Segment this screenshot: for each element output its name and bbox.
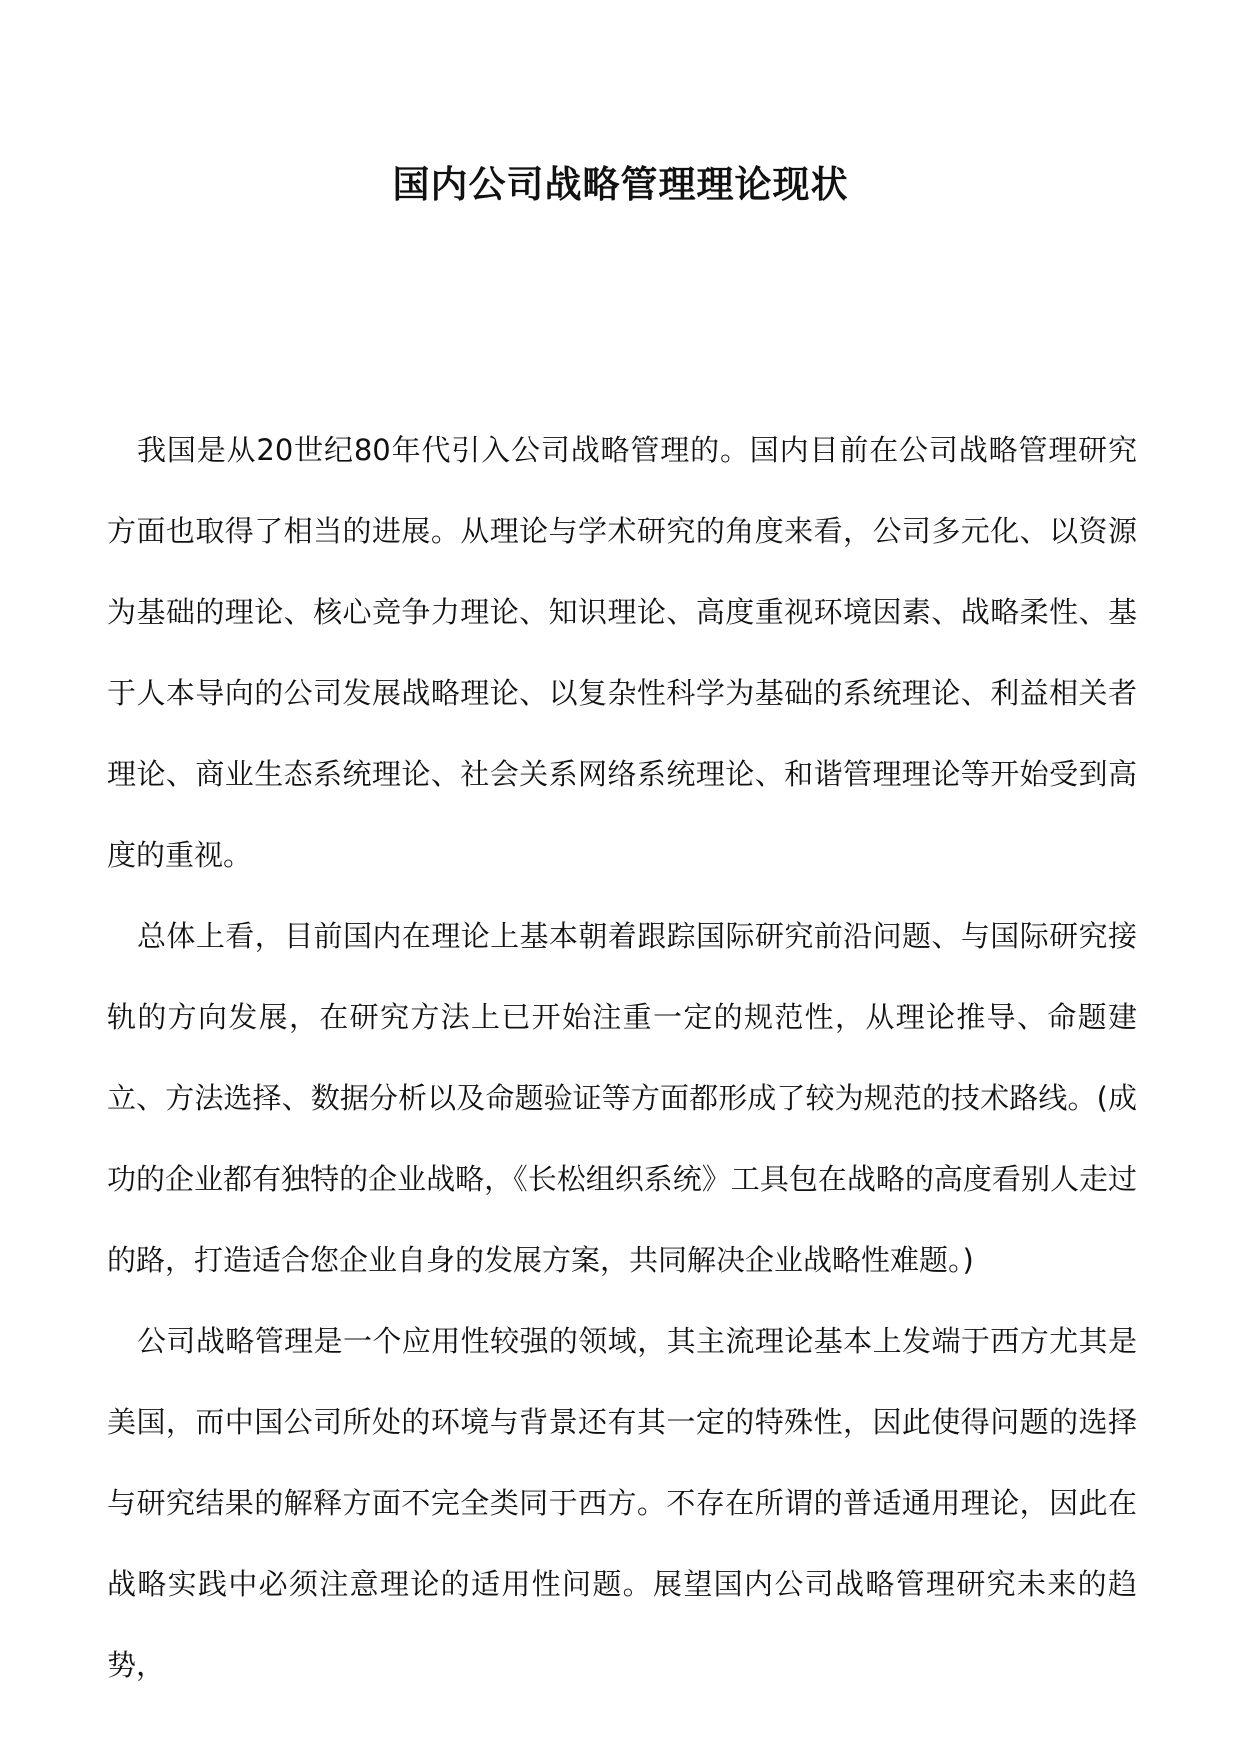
- paragraph-3: 公司战略管理是一个应用性较强的领域，其主流理论基本上发端于西方尤其是美国，而中国公司所处的环境与背景还有其一定的特殊性，因此使得问题的选择与研究结果的解释方面不完全类同于西方。不存在所谓的普适通用理论，因此在战略实践中必须注意理论的适用性问题。展望国内公司战略管理研究未来的趋势，: [107, 1324, 1137, 1682]
- document-body: [107, 410, 1137, 1706]
- document-title: 国内公司战略管理理论现状: [392, 162, 849, 206]
- paragraph-1: 我国是从20世纪80年代引入公司战略管理的。国内目前在公司战略管理研究方面也取得了相当的进展。从理论与学术研究的角度来看，公司多元化、以资源为基础的理论、核心竞争力理论、知识理论、高度重视环境因素、战略柔性、基于人本导向的公司发展战略理论、以复杂性科学为基础的系统理论、利益相关者理论、商业生态系统理论、社会关系网络系统理论、和谐管理理论等开始受到高度的重视。: [107, 433, 1137, 872]
- paragraph-2: 总体上看，目前国内在理论上基本朝着跟踪国际研究前沿问题、与国际研究接轨的方向发展，在研究方法上已开始注重一定的规范性，从理论推导、命题建立、方法选择、数据分析以及命题验证等方面都形成了较为规范的技术路线。(成功的企业都有独特的企业战略，《长松组织系统》工具包在战略的高度看别人走过的路，打造适合您企业自身的发展方案，共同解决企业战略性难题。): [107, 919, 1137, 1277]
